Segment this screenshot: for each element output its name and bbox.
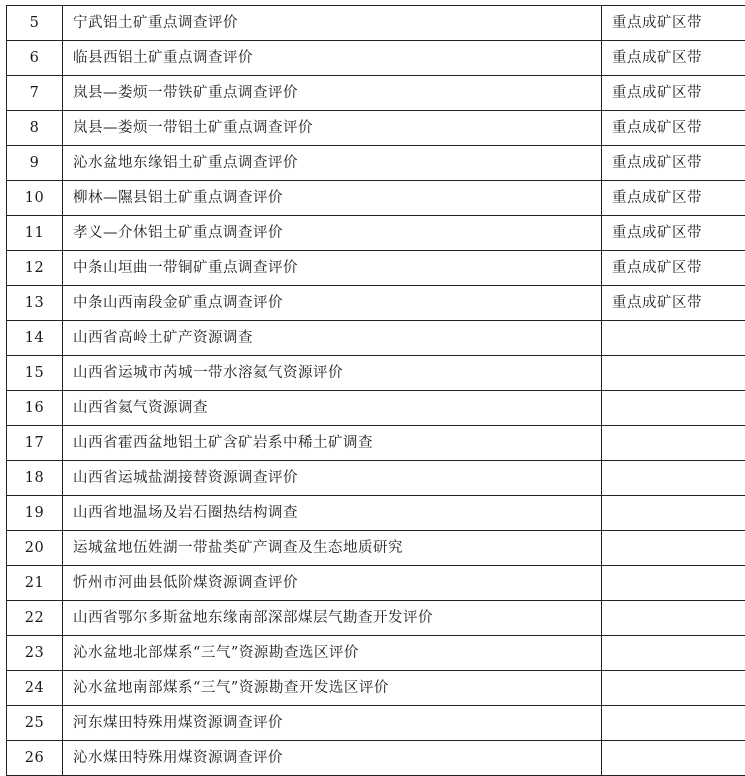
row-number-cell: 23 (7, 636, 63, 671)
table-row (7, 251, 745, 286)
table-row (7, 496, 745, 531)
table-row (7, 146, 745, 181)
project-name-cell: 运城盆地伍姓湖一带盐类矿产调查及生态地质研究 (63, 531, 602, 566)
remark-cell (602, 706, 745, 741)
row-number-cell: 14 (7, 321, 63, 356)
project-name-cell: 孝义—介休铝土矿重点调查评价 (63, 216, 602, 251)
table-row (7, 356, 745, 391)
row-number-cell: 10 (7, 181, 63, 216)
remark-cell: 重点成矿区带 (602, 251, 745, 286)
project-name-cell: 沁水盆地南部煤系“三气”资源勘查开发选区评价 (63, 671, 602, 706)
project-name-cell: 山西省运城盐湖接替资源调查评价 (63, 461, 602, 496)
remark-cell (602, 391, 745, 426)
project-name-cell: 沁水盆地北部煤系“三气”资源勘查选区评价 (63, 636, 602, 671)
row-number-cell: 11 (7, 216, 63, 251)
survey-project-table (6, 5, 745, 776)
project-name-cell: 中条山垣曲一带铜矿重点调查评价 (63, 251, 602, 286)
row-number-cell: 19 (7, 496, 63, 531)
project-name-cell: 山西省氦气资源调查 (63, 391, 602, 426)
row-number-cell: 24 (7, 671, 63, 706)
table-row (7, 216, 745, 251)
table-row (7, 706, 745, 741)
row-number-cell: 18 (7, 461, 63, 496)
table-row (7, 286, 745, 321)
remark-cell (602, 321, 745, 356)
remark-cell: 重点成矿区带 (602, 76, 745, 111)
row-number-cell: 12 (7, 251, 63, 286)
row-number-cell: 13 (7, 286, 63, 321)
table-row (7, 671, 745, 706)
remark-cell (602, 356, 745, 391)
project-name-cell: 山西省高岭土矿产资源调查 (63, 321, 602, 356)
table-row (7, 741, 745, 776)
table-row (7, 566, 745, 601)
remark-cell: 重点成矿区带 (602, 181, 745, 216)
project-name-cell: 山西省鄂尔多斯盆地东缘南部深部煤层气勘查开发评价 (63, 601, 602, 636)
table-row (7, 76, 745, 111)
table-body (7, 6, 745, 776)
remark-cell: 重点成矿区带 (602, 111, 745, 146)
remark-cell (602, 741, 745, 776)
row-number-cell: 7 (7, 76, 63, 111)
remark-cell (602, 601, 745, 636)
table-row (7, 601, 745, 636)
remark-cell (602, 531, 745, 566)
row-number-cell: 6 (7, 41, 63, 76)
table-row (7, 391, 745, 426)
row-number-cell: 20 (7, 531, 63, 566)
remark-cell (602, 426, 745, 461)
remark-cell (602, 566, 745, 601)
row-number-cell: 5 (7, 6, 63, 41)
project-name-cell: 中条山西南段金矿重点调查评价 (63, 286, 602, 321)
row-number-cell: 17 (7, 426, 63, 461)
table-row (7, 531, 745, 566)
table-row (7, 426, 745, 461)
table-row (7, 461, 745, 496)
row-number-cell: 22 (7, 601, 63, 636)
remark-cell: 重点成矿区带 (602, 41, 745, 76)
row-number-cell: 9 (7, 146, 63, 181)
project-name-cell: 山西省霍西盆地铝土矿含矿岩系中稀土矿调查 (63, 426, 602, 461)
project-name-cell: 沁水煤田特殊用煤资源调查评价 (63, 741, 602, 776)
project-name-cell: 宁武铝土矿重点调查评价 (63, 6, 602, 41)
remark-cell: 重点成矿区带 (602, 6, 745, 41)
remark-cell (602, 461, 745, 496)
table-row (7, 111, 745, 146)
project-name-cell: 山西省地温场及岩石圈热结构调查 (63, 496, 602, 531)
remark-cell: 重点成矿区带 (602, 146, 745, 181)
remark-cell: 重点成矿区带 (602, 286, 745, 321)
project-name-cell: 山西省运城市芮城一带水溶氦气资源评价 (63, 356, 602, 391)
project-name-cell: 沁水盆地东缘铝土矿重点调查评价 (63, 146, 602, 181)
row-number-cell: 16 (7, 391, 63, 426)
table-row (7, 181, 745, 216)
row-number-cell: 8 (7, 111, 63, 146)
row-number-cell: 26 (7, 741, 63, 776)
row-number-cell: 15 (7, 356, 63, 391)
project-name-cell: 柳林—隰县铝土矿重点调查评价 (63, 181, 602, 216)
row-number-cell: 25 (7, 706, 63, 741)
remark-cell (602, 636, 745, 671)
project-name-cell: 临县西铝土矿重点调查评价 (63, 41, 602, 76)
table-row (7, 321, 745, 356)
table-row (7, 41, 745, 76)
remark-cell (602, 671, 745, 706)
table-row (7, 6, 745, 41)
project-name-cell: 岚县—娄烦一带铝土矿重点调查评价 (63, 111, 602, 146)
table-row (7, 636, 745, 671)
remark-cell: 重点成矿区带 (602, 216, 745, 251)
row-number-cell: 21 (7, 566, 63, 601)
remark-cell (602, 496, 745, 531)
project-name-cell: 岚县—娄烦一带铁矿重点调查评价 (63, 76, 602, 111)
project-name-cell: 忻州市河曲县低阶煤资源调查评价 (63, 566, 602, 601)
project-name-cell: 河东煤田特殊用煤资源调查评价 (63, 706, 602, 741)
